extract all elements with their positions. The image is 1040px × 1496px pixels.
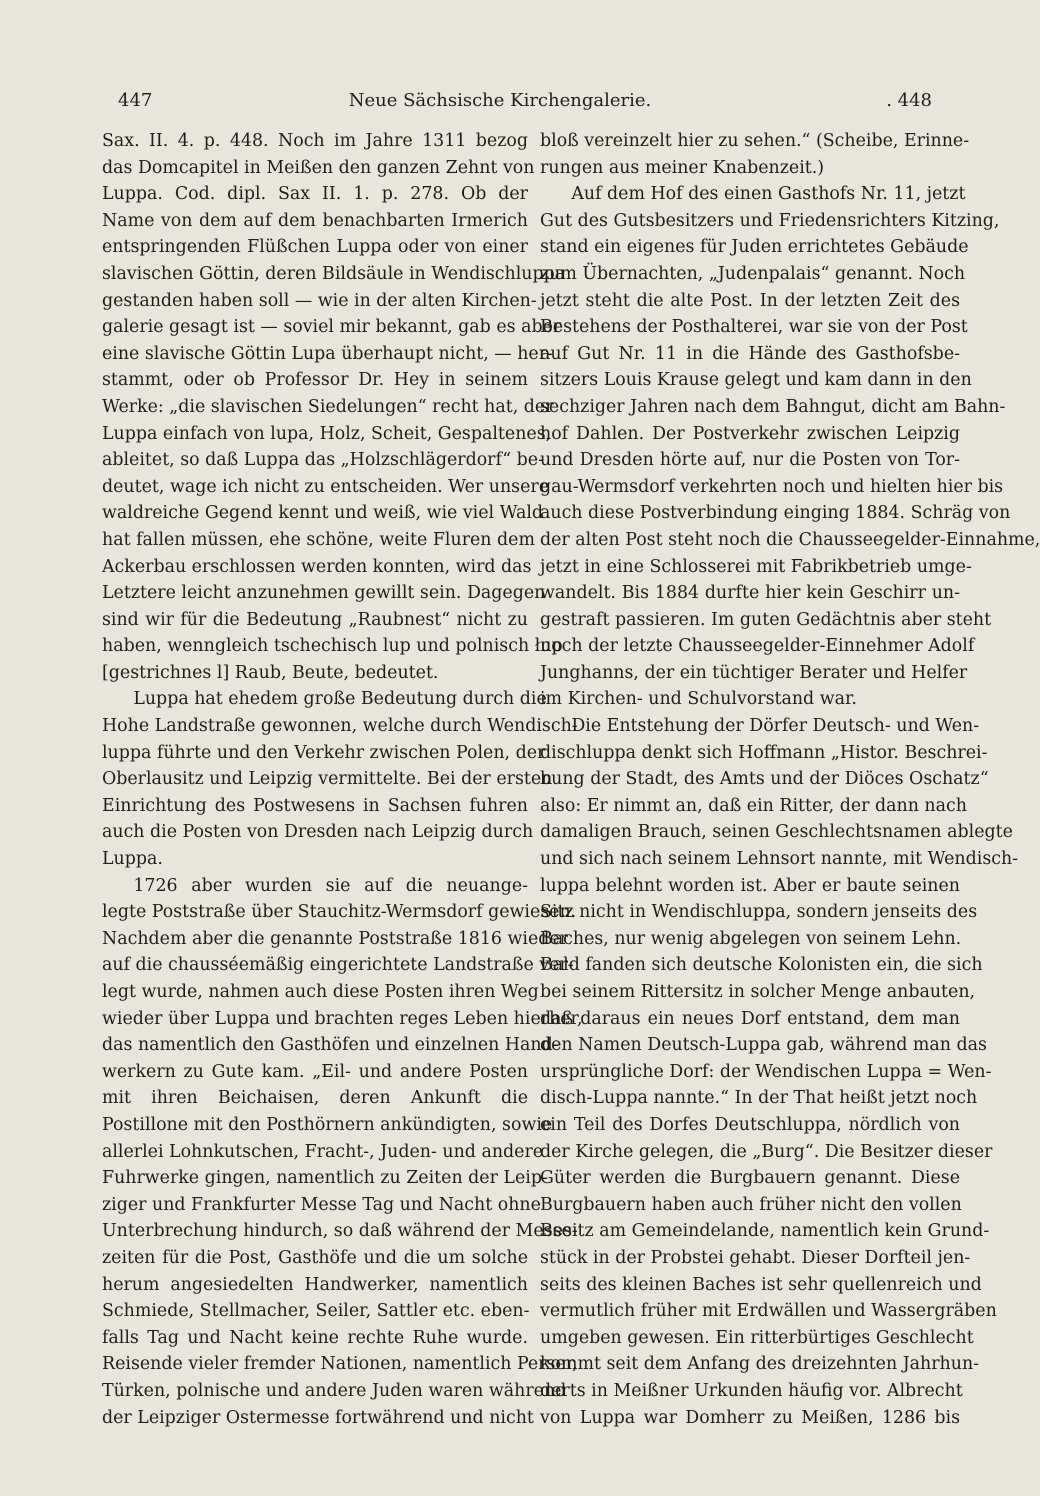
- text-line: Baches, nur wenig abgelegen von seinem Lehn.: [540, 928, 962, 949]
- text-line: ziger und Frankfurter Messe Tag und Nacht ohne: [102, 1194, 541, 1215]
- text-line: ein Teil des Dorfes Deutschluppa, nördlich von: [540, 1114, 960, 1135]
- text-line: wieder über Luppa und brachten reges Leben hierher,: [102, 1008, 583, 1029]
- text-line: eine slavische Göttin Lupa überhaupt nicht, — her-: [102, 343, 553, 364]
- text-line: Burgbauern haben auch früher nicht den vollen: [540, 1194, 962, 1215]
- text-line: mit ihren Beichaisen, deren Ankunft die: [102, 1088, 528, 1109]
- right-page-number: . 448: [886, 90, 932, 111]
- text-line: das Domcapitel in Meißen den ganzen Zehnt von: [102, 157, 535, 178]
- text-line: sitzers Louis Krause gelegt und kam dann in den: [540, 370, 972, 391]
- text-line: luppa führte und den Verkehr zwischen Polen, der: [102, 742, 546, 763]
- text-line: zum Übernachten, „Judenpalais“ genannt. Noch: [540, 263, 966, 284]
- text-line: herum angesiedelten Handwerker, namentlich: [102, 1274, 528, 1295]
- text-line: dischluppa denkt sich Hoffmann „Histor. Beschrei-: [540, 742, 988, 763]
- text-line: gau-Wermsdorf verkehrten noch und hielten hier bis: [540, 476, 1004, 497]
- text-line: Hohe Landstraße gewonnen, welche durch Wendisch-: [102, 716, 578, 737]
- text-line: Ackerbau erschlossen werden konnten, wird das: [102, 556, 532, 577]
- text-line: haben, wenngleich tschechisch lup und polnisch łup: [102, 636, 563, 657]
- text-line: slavischen Göttin, deren Bildsäule in Wendischluppa: [102, 263, 566, 284]
- text-line: entspringenden Flüßchen Luppa oder von einer: [102, 237, 528, 258]
- text-line: Luppa. Cod. dipl. Sax II. 1. p. 278. Ob der: [102, 184, 528, 205]
- text-line: den Namen Deutsch-Luppa gab, während man das: [540, 1035, 987, 1056]
- text-line: zeiten für die Post, Gasthöfe und die um solche: [102, 1247, 528, 1268]
- text-line: Die Entstehung der Dörfer Deutsch- und Wen-: [571, 716, 980, 737]
- text-line: Luppa hat ehedem große Bedeutung durch die: [133, 689, 547, 710]
- left-page-number: 447: [118, 90, 153, 111]
- text-line: 1726 aber wurden sie auf die neuange-: [133, 875, 528, 896]
- text-line: und sich nach seinem Lehnsort nannte, mit Wendisch-: [540, 849, 1019, 870]
- text-line: im Kirchen- und Schulvorstand war.: [540, 689, 857, 710]
- text-line: disch-Luppa nannte.“ In der That heißt jetzt noch: [540, 1088, 978, 1109]
- text-line: und Dresden hörte auf, nur die Posten von Tor-: [540, 450, 960, 471]
- text-line: sind wir für die Bedeutung „Raubnest“ nicht zu: [102, 609, 528, 630]
- text-line: stammt, oder ob Professor Dr. Hey in seinem: [102, 370, 528, 391]
- left-text-column: [102, 128, 583, 1431]
- text-line: Nachdem aber die genannte Poststraße 1816 wieder: [102, 928, 568, 949]
- text-line: derts in Meißner Urkunden häufig vor. Albrecht: [540, 1380, 963, 1401]
- text-line: [gestrichnes l] Raub, Beute, bedeutet.: [102, 662, 439, 683]
- text-line: Besitz am Gemeindelande, namentlich kein Grund-: [540, 1221, 990, 1242]
- text-line: Gut des Gutsbesitzers und Friedensrichters Kitzing,: [540, 210, 1000, 231]
- text-line: Luppa einfach von lupa, Holz, Scheit, Gespaltenes,: [102, 423, 552, 444]
- right-text-column: [540, 128, 1040, 1431]
- running-title: Neue Sächsische Kirchengalerie.: [348, 90, 652, 111]
- text-line: kommt seit dem Anfang des dreizehnten Jahrhun-: [540, 1354, 980, 1375]
- text-line: Reisende vieler fremder Nationen, namentlich Perser,: [102, 1354, 578, 1375]
- text-line: ableitet, so daß Luppa das „Holzschlägerdorf“ be-: [102, 450, 544, 471]
- text-line: Güter werden die Burgbauern genannt. Diese: [540, 1168, 960, 1189]
- text-line: Unterbrechung hindurch, so daß während der Messe-: [102, 1221, 578, 1242]
- text-line: noch der letzte Chausseegelder-Einnehmer Adolf: [540, 636, 975, 657]
- text-line: auf Gut Nr. 11 in die Hände des Gasthofsbe-: [540, 343, 960, 364]
- text-line: umgeben gewesen. Ein ritterbürtiges Geschlecht: [540, 1327, 974, 1348]
- text-line: der alten Post steht noch die Chausseegelder-Einnahme,: [540, 529, 1040, 550]
- text-line: Oberlausitz und Leipzig vermittelte. Bei der ersten: [102, 769, 553, 790]
- text-line: das namentlich den Gasthöfen und einzelnen Hand-: [102, 1035, 559, 1056]
- text-line: werkern zu Gute kam. „Eil- und andere Posten: [102, 1061, 528, 1082]
- text-line: legte Poststraße über Stauchitz-Wermsdorf gewiesen.: [102, 902, 577, 923]
- text-line: galerie gesagt ist — soviel mir bekannt, gab es aber: [102, 317, 562, 338]
- text-line: wandelt. Bis 1884 durfte hier kein Geschirr un-: [540, 583, 960, 604]
- text-line: legt wurde, nahmen auch diese Posten ihren Weg: [102, 982, 539, 1002]
- text-line: bloß vereinzelt hier zu sehen.“ (Scheibe, Erinne-: [540, 131, 970, 151]
- text-line: bung der Stadt, des Amts und der Diöces Oschatz“: [540, 769, 989, 790]
- text-line: Fuhrwerke gingen, namentlich zu Zeiten der Leip-: [102, 1168, 548, 1189]
- text-line: gestraft passieren. Im guten Gedächtnis aber steht: [540, 609, 992, 630]
- running-header: [0, 90, 1000, 120]
- text-line: also: Er nimmt an, daß ein Ritter, der dann nach: [540, 795, 967, 816]
- text-line: bei seinem Rittersitz in solcher Menge anbauten,: [540, 982, 976, 1002]
- text-line: Letztere leicht anzunehmen gewillt sein. Dagegen: [102, 583, 546, 604]
- text-line: falls Tag und Nacht keine rechte Ruhe wurde.: [102, 1327, 528, 1348]
- text-line: gestanden haben soll — wie in der alten Kirchen-: [102, 290, 537, 311]
- text-line: damaligen Brauch, seinen Geschlechtsnamen ablegte: [540, 822, 1013, 843]
- text-line: allerlei Lohnkutschen, Fracht-, Juden- und andere: [102, 1141, 544, 1162]
- text-line: deutet, wage ich nicht zu entscheiden. Wer unsere: [102, 476, 549, 497]
- text-line: seits des kleinen Baches ist sehr quellenreich und: [540, 1274, 982, 1295]
- text-line: Auf dem Hof des einen Gasthofs Nr. 11, jetzt: [571, 184, 966, 205]
- text-line: ursprüngliche Dorf: der Wendischen Luppa = Wen-: [540, 1061, 992, 1082]
- text-line: von Luppa war Domherr zu Meißen, 1286 bis: [540, 1407, 960, 1428]
- text-line: auch die Posten von Dresden nach Leipzig durch: [102, 822, 534, 843]
- text-line: Schmiede, Stellmacher, Seiler, Sattler etc. eben-: [102, 1301, 530, 1322]
- text-line: Bestehens der Posthalterei, war sie von der Post: [540, 317, 968, 338]
- text-line: jetzt steht die alte Post. In der letzten Zeit des: [540, 290, 960, 311]
- text-line: Junghanns, der ein tüchtiger Berater und Helfer: [540, 662, 968, 683]
- text-line: luppa belehnt worden ist. Aber er baute seinen: [540, 875, 960, 896]
- text-line: jetzt in eine Schlosserei mit Fabrikbetrieb umge-: [540, 556, 972, 577]
- text-line: Sax. II. 4. p. 448. Noch im Jahre 1311 bezog: [102, 131, 528, 151]
- text-line: hof Dahlen. Der Postverkehr zwischen Leipzig: [540, 423, 960, 444]
- text-line: der Kirche gelegen, die „Burg“. Die Besitzer dieser: [540, 1141, 993, 1162]
- text-line: sechziger Jahren nach dem Bahngut, dicht am Bahn-: [540, 396, 1006, 417]
- text-line: auch diese Postverbindung einging 1884. Schräg von: [540, 503, 1011, 524]
- text-line: stück in der Probstei gehabt. Dieser Dorfteil jen-: [540, 1247, 971, 1268]
- text-line: Einrichtung des Postwesens in Sachsen fuhren: [102, 795, 528, 816]
- text-line: stand ein eigenes für Juden errichtetes Gebäude: [540, 237, 969, 258]
- text-line: Werke: „die slavischen Siedelungen“ recht hat, der: [102, 396, 554, 417]
- text-line: Türken, polnische und andere Juden waren während: [102, 1380, 567, 1401]
- text-line: Bald fanden sich deutsche Kolonisten ein, die sich: [540, 955, 983, 976]
- text-line: daß daraus ein neues Dorf entstand, dem man: [540, 1008, 960, 1029]
- text-line: vermutlich früher mit Erdwällen und Wassergräben: [540, 1301, 997, 1322]
- text-line: auf die chausséemäßig eingerichtete Landstraße ver-: [102, 955, 574, 976]
- text-line: hat fallen müssen, ehe schöne, weite Fluren dem: [102, 529, 535, 550]
- text-line: rungen aus meiner Knabenzeit.): [540, 157, 825, 178]
- text-line: Name von dem auf dem benachbarten Irmerich: [102, 210, 528, 231]
- text-line: Luppa.: [102, 849, 163, 870]
- text-line: waldreiche Gegend kennt und weiß, wie viel Wald: [102, 503, 544, 524]
- text-line: Postillone mit den Posthörnern ankündigten, sowie: [102, 1114, 553, 1135]
- text-line: Sitz nicht in Wendischluppa, sondern jenseits des: [540, 902, 978, 923]
- text-line: der Leipziger Ostermesse fortwährend und nicht: [102, 1407, 534, 1428]
